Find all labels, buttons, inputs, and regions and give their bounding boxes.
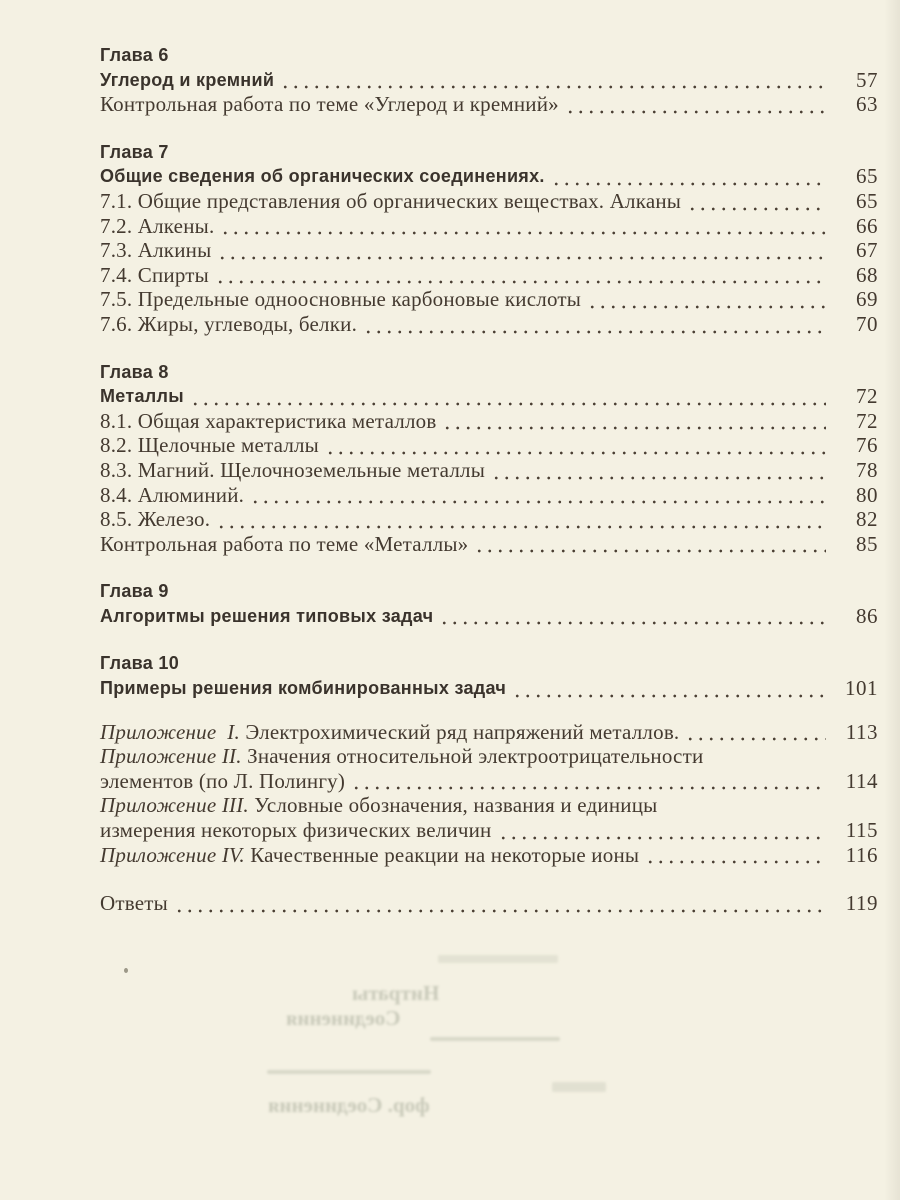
page-number: 57 <box>856 67 878 92</box>
toc-entry-row <box>100 433 878 458</box>
chapter-6-heading <box>100 43 878 68</box>
dot-leader <box>278 77 826 92</box>
page-edge-shading <box>884 0 900 1200</box>
toc-entry-row <box>100 189 878 214</box>
dot-leader <box>472 541 826 556</box>
dot-leader <box>437 613 826 628</box>
appendix-3-row-line1 <box>100 793 878 818</box>
appendix-1-prefix: Приложение I. <box>100 719 240 744</box>
chapter-7-title: Общие сведения об органических соединениях. <box>100 166 545 187</box>
chapter-8-title-row <box>100 384 878 409</box>
appendix-4-row <box>100 843 878 868</box>
bleedthrough-smudge <box>438 955 558 963</box>
chapter-7-heading-label: Глава 7 <box>100 141 169 162</box>
bleedthrough-text: фор. Соединения <box>268 1093 430 1117</box>
page-number: 78 <box>856 457 878 482</box>
toc-entry-row <box>100 458 878 483</box>
page-number: 82 <box>856 507 878 532</box>
chapter-8-heading-label: Глава 8 <box>100 361 169 382</box>
chapter-10-title: Примеры решения комбинированных задач <box>100 678 507 699</box>
bleedthrough-text: Соединения <box>286 1006 401 1030</box>
paper-speck <box>124 968 128 973</box>
chapter-10-heading-label: Глава 10 <box>100 653 180 674</box>
page-number: 63 <box>856 92 878 117</box>
appendix-1-rest: Электрохимический ряд напряжений металлов. <box>239 719 680 744</box>
chapter-9-heading <box>100 579 878 604</box>
chapter-10-heading <box>100 651 878 676</box>
bleedthrough-smudge <box>430 1037 560 1041</box>
page-number: 72 <box>856 384 878 409</box>
chapter-6-title: Углерод и кремний <box>100 69 275 90</box>
appendix-2-continuation: элементов (по Л. Полингу) <box>100 768 346 793</box>
dot-leader <box>549 174 826 189</box>
chapter-7-heading <box>100 140 878 165</box>
dot-leader <box>585 297 826 312</box>
dot-leader <box>440 418 826 433</box>
toc-entry-label: 8.1. Общая характеристика металлов <box>100 408 437 433</box>
appendix-3-continuation: измерения некоторых физических величин <box>100 818 492 843</box>
appendix-1-label <box>100 720 679 745</box>
appendix-3-prefix: Приложение III. <box>100 793 249 818</box>
appendix-2-rest: Значения относительной электроотрицательности <box>241 744 704 769</box>
page-number: 70 <box>856 311 878 336</box>
appendix-3-row-line2 <box>100 818 878 843</box>
toc-entry-row <box>100 238 878 263</box>
toc-entry-row <box>100 483 878 508</box>
page-number: 67 <box>856 238 878 263</box>
appendix-4-rest: Качественные реакции на некоторые ионы <box>244 842 640 867</box>
appendix-4-prefix: Приложение IV. <box>100 842 245 867</box>
chapter-7-title-row <box>100 164 878 189</box>
toc-entry-label: 7.1. Общие представления об органических веществах. Алканы <box>100 188 682 213</box>
page-number: 65 <box>856 188 878 213</box>
toc-entry-label: 7.5. Предельные одноосновные карбоновые кислоты <box>100 287 582 312</box>
toc-entry-label: Контрольная работа по теме «Металлы» <box>100 531 469 556</box>
toc-entry-row <box>100 409 878 434</box>
page-number: 86 <box>856 603 878 628</box>
appendix-2-label <box>100 744 703 769</box>
dot-leader <box>188 394 826 409</box>
toc-entry-label: 8.2. Щелочные металлы <box>100 433 319 458</box>
page-number: 69 <box>856 287 878 312</box>
toc-entry-row <box>100 214 878 239</box>
page-number: 85 <box>856 531 878 556</box>
dot-leader <box>213 272 826 287</box>
dot-leader <box>214 517 826 532</box>
page-number: 119 <box>845 891 878 916</box>
dot-leader <box>683 729 826 744</box>
page-number: 113 <box>845 719 878 744</box>
chapter-8-heading <box>100 360 878 385</box>
chapter-8-title: Металлы <box>100 386 184 407</box>
dot-leader <box>215 248 826 263</box>
page-number: 66 <box>856 213 878 238</box>
toc-entry-row <box>100 532 878 557</box>
appendix-3-rest: Условные обозначения, названия и единицы <box>248 793 658 818</box>
toc-entry-label: 7.3. Алкины <box>100 238 212 263</box>
chapter-9-title-row <box>100 604 878 629</box>
appendix-1-row <box>100 720 878 745</box>
dot-leader <box>172 901 826 916</box>
dot-leader <box>489 468 826 483</box>
toc-entry-label: 7.6. Жиры, углеводы, белки. <box>100 311 358 336</box>
toc-entry-label: 8.5. Железо. <box>100 507 211 532</box>
chapter-6-heading-label: Глава 6 <box>100 45 169 65</box>
chapter-10-title-row <box>100 676 878 701</box>
dot-leader <box>496 828 827 843</box>
chapter-6-title-row <box>100 68 878 93</box>
appendix-2-prefix: Приложение II. <box>100 744 242 769</box>
bleedthrough-smudge <box>552 1082 606 1092</box>
page-number: 116 <box>845 842 878 867</box>
toc-entry-row <box>100 263 878 288</box>
dot-leader <box>510 686 826 701</box>
dot-leader <box>248 492 826 507</box>
dot-leader <box>361 322 826 337</box>
answers-row <box>100 891 878 916</box>
toc-entry-row <box>100 287 878 312</box>
chapter-9-title: Алгоритмы решения типовых задач <box>100 605 434 626</box>
dot-leader <box>643 852 826 867</box>
dot-leader <box>349 778 826 793</box>
page-number: 76 <box>856 433 878 458</box>
dot-leader <box>218 223 826 238</box>
bleedthrough-text: Нитраты <box>352 981 440 1005</box>
page-number: 72 <box>856 408 878 433</box>
toc-entry-label: 8.4. Алюминий. <box>100 482 245 507</box>
appendix-2-row-line1 <box>100 744 878 769</box>
toc-entry-label: 8.3. Магний. Щелочноземельные металлы <box>100 457 486 482</box>
answers-label: Ответы <box>100 891 168 916</box>
toc-entry-row <box>100 312 878 337</box>
appendix-3-label <box>100 793 658 818</box>
appendix-2-row-line2 <box>100 769 878 794</box>
dot-leader <box>323 443 826 458</box>
chapter-9-heading-label: Глава 9 <box>100 581 169 602</box>
page-number: 80 <box>856 482 878 507</box>
dot-leader <box>685 199 826 214</box>
page-number: 101 <box>845 676 878 701</box>
page-number: 114 <box>845 768 878 793</box>
bleedthrough-smudge <box>267 1070 431 1074</box>
toc-entry-label: Контрольная работа по теме «Углерод и кремний» <box>100 92 559 117</box>
page-number: 68 <box>856 262 878 287</box>
page-number: 65 <box>856 164 878 189</box>
dot-leader <box>563 102 826 117</box>
page-number: 115 <box>845 818 878 843</box>
toc-entry-label: 7.4. Спирты <box>100 262 209 287</box>
toc-entry-row <box>100 507 878 532</box>
appendix-4-label <box>100 843 639 868</box>
toc-entry-row <box>100 92 878 117</box>
toc-entry-label: 7.2. Алкены. <box>100 213 215 238</box>
